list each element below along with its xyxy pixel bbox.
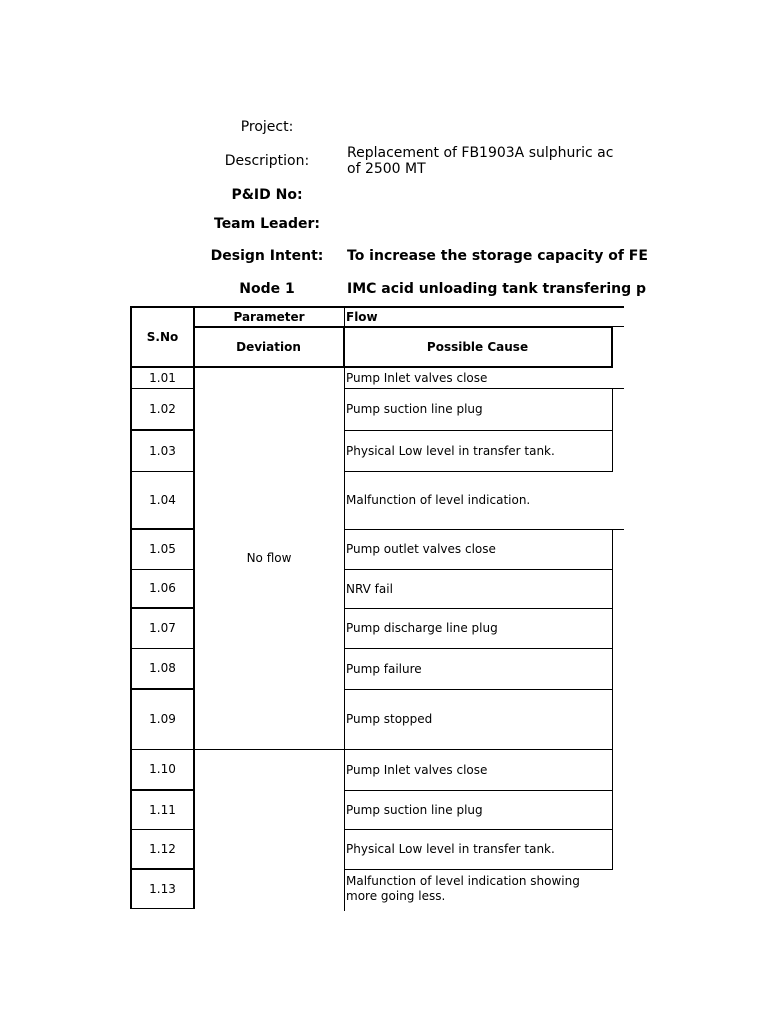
table-row-sno: 1.08: [130, 648, 195, 690]
table-row-cause: Pump Inlet valves close: [344, 367, 624, 389]
description-value: [347, 145, 613, 177]
description-label: Description:: [224, 153, 310, 169]
table-row-cause: Pump stopped: [344, 689, 613, 750]
cause-line-1: Malfunction of level indication showing: [346, 874, 580, 888]
table-row-cause: Physical Low level in transfer tank.: [344, 430, 613, 472]
project-label: Project:: [240, 119, 294, 135]
table-row-sno: 1.01: [130, 367, 195, 389]
table-row-sno: 1.03: [130, 430, 195, 472]
parameter-label: Parameter: [194, 306, 345, 327]
table-row-cause: Pump Inlet valves close: [344, 749, 613, 791]
table-row-sno: 1.07: [130, 608, 195, 649]
sno-header: S.No: [130, 306, 195, 368]
table-row-cause: [344, 869, 624, 909]
cause-line-2: more going less.: [346, 889, 446, 903]
deviation-cell-empty: [194, 749, 345, 911]
deviation-header: Deviation: [194, 326, 345, 368]
table-row-cause: Malfunction of level indication.: [344, 471, 624, 530]
table-row-sno: 1.02: [130, 388, 195, 431]
table-row-sno: 1.06: [130, 569, 195, 609]
table-row-sno: 1.11: [130, 790, 195, 830]
table-row-sno: 1.05: [130, 529, 195, 570]
table-row-cause: Pump outlet valves close: [344, 529, 613, 570]
table-row-sno: 1.13: [130, 869, 195, 909]
node-value: IMC acid unloading tank transfering p: [347, 281, 647, 297]
table-row-sno: 1.09: [130, 689, 195, 750]
table-row-sno: 1.10: [130, 749, 195, 791]
table-row-cause: Pump discharge line plug: [344, 608, 613, 649]
table-row-cause: Pump suction line plug: [344, 790, 613, 830]
table-row-cause: Physical Low level in transfer tank.: [344, 829, 613, 870]
table-row-sno: 1.04: [130, 471, 195, 530]
node-label: Node 1: [239, 281, 295, 297]
description-line-1: Replacement of FB1903A sulphuric ac: [347, 145, 614, 161]
team-leader-label: Team Leader:: [214, 216, 320, 232]
design-intent-label: Design Intent:: [210, 248, 324, 264]
table-row-cause: NRV fail: [344, 569, 613, 609]
possible-cause-header: Possible Cause: [344, 326, 613, 368]
table-row-cause: Pump suction line plug: [344, 388, 613, 431]
pid-label: P&ID No:: [231, 187, 303, 203]
design-intent-value: To increase the storage capacity of FE: [347, 248, 648, 264]
table-row-sno: 1.12: [130, 829, 195, 870]
description-line-2: of 2500 MT: [347, 161, 426, 177]
deviation-cell-no-flow: No flow: [194, 367, 345, 750]
parameter-value: Flow: [344, 306, 624, 327]
table-row-cause: Pump failure: [344, 648, 613, 690]
